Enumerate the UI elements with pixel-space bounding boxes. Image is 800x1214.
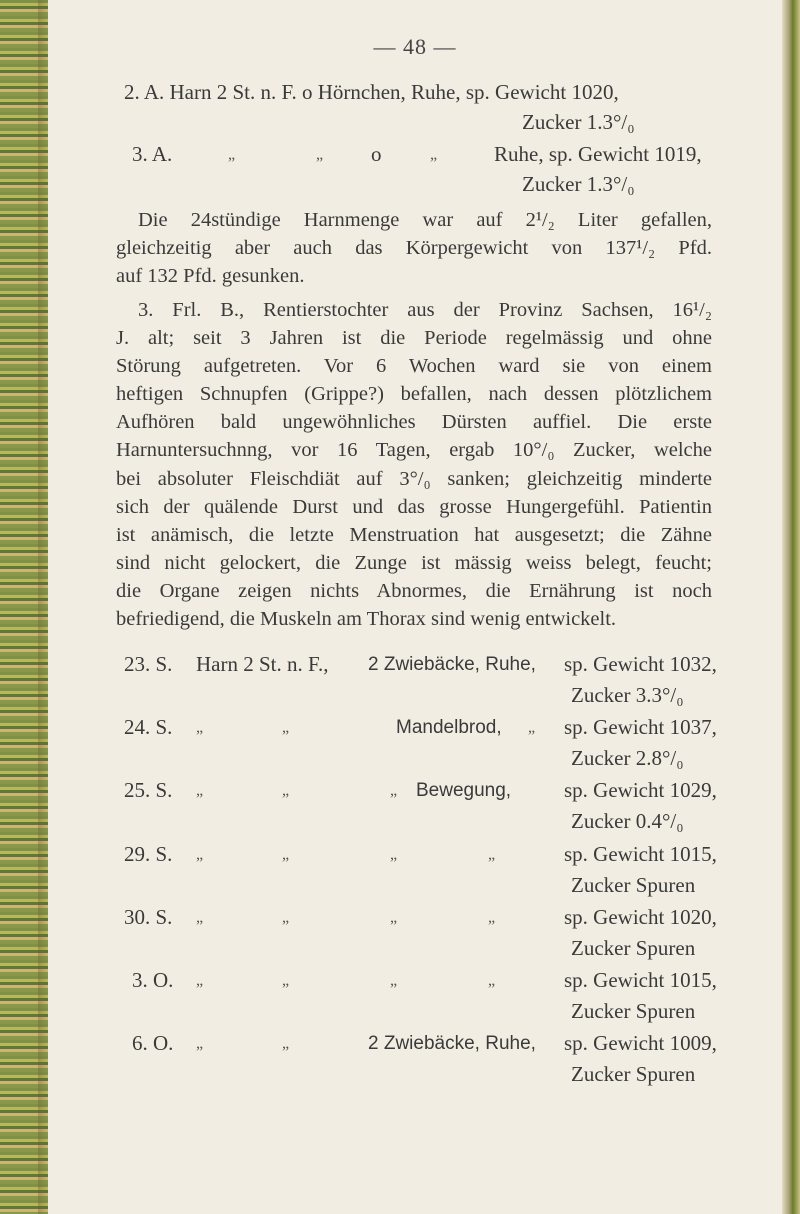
row-ditto: „: [196, 909, 204, 926]
text-line: gleichzeitig aber auch das Körpergewicht von 137¹/₂ Pfd.: [116, 237, 712, 260]
row-zucker: Zucker 2.8°/₀: [571, 746, 684, 770]
text-line: heftigen Schnupfen (Grippe?) befallen, nach dessen plötzlichem: [116, 383, 712, 406]
text-line: ist anämisch, die letzte Menstruation hat ausgesetzt; die Zähne: [116, 523, 712, 546]
entry-2A: 2. A. Harn 2 St. n. F. o Hörnchen, Ruhe, sp. Gewicht 1020,: [124, 80, 619, 104]
row-gewicht: sp. Gewicht 1015,: [564, 842, 717, 866]
entry-3A-ditto3: „: [430, 146, 438, 163]
text-line: die Organe zeigen nichts Abnormes, die Ernährung ist noch: [116, 579, 712, 602]
row-diet: Mandelbrod,: [396, 717, 502, 738]
row-gewicht: sp. Gewicht 1029,: [564, 778, 717, 802]
entry-2A-zucker: Zucker 1.3°/₀: [522, 110, 635, 134]
entry-3A-label: 3. A.: [132, 142, 173, 166]
row-zucker: Zucker Spuren: [571, 873, 696, 897]
paragraph-harnmenge: [116, 206, 712, 290]
row-harn: Harn 2 St. n. F.,: [196, 652, 329, 676]
row-gewicht: sp. Gewicht 1009,: [564, 1031, 717, 1055]
row-gewicht: sp. Gewicht 1037,: [564, 715, 717, 739]
row-ditto: „: [282, 972, 290, 989]
row-ditto: „: [196, 846, 204, 863]
binding-edge-right: [782, 0, 800, 1214]
text-line: J. alt; seit 3 Jahren ist die Periode regelmässig und ohne: [116, 327, 712, 350]
row-ditto: „: [282, 1035, 290, 1052]
row-activity: Bewegung,: [416, 780, 512, 801]
row-ditto: „: [390, 909, 398, 926]
row-gewicht: sp. Gewicht 1015,: [564, 968, 717, 992]
row-date: 23. S.: [124, 652, 173, 676]
row-ditto: „: [390, 782, 398, 799]
row-zucker: Zucker Spuren: [571, 936, 696, 960]
row-ditto: „: [390, 972, 398, 989]
row-zucker: Zucker 3.3°/₀: [571, 683, 684, 707]
page-number: — 48 —: [373, 34, 457, 59]
row-ditto: „: [282, 782, 290, 799]
row-ditto: „: [282, 909, 290, 926]
row-ditto: „: [488, 909, 496, 926]
row-ditto: „: [196, 782, 204, 799]
row-ditto: „: [282, 719, 290, 736]
row-zucker: Zucker 0.4°/₀: [571, 809, 684, 833]
row-ditto: „: [488, 972, 496, 989]
text-line: bei absoluter Fleischdiät auf 3°/₀ sanken; gleichzeitig minderte: [116, 467, 712, 490]
paragraph-case-3: [116, 296, 712, 633]
book-page: [48, 0, 782, 1214]
row-date: 29. S.: [124, 842, 173, 866]
text-line: auf 132 Pfd. gesunken.: [116, 265, 305, 288]
entry-3A-ditto2: „: [316, 146, 324, 163]
entry-3A-rest: Ruhe, sp. Gewicht 1019,: [494, 142, 702, 166]
row-ditto: „: [390, 846, 398, 863]
text-line: 3. Frl. B., Rentierstochter aus der Provinz Sachsen, 16¹/₂: [138, 299, 712, 321]
row-ditto: „: [196, 719, 204, 736]
text-line: Aufhören bald ungewöhnliches Dürsten auffiel. Die erste: [116, 411, 712, 434]
row-gewicht: sp. Gewicht 1032,: [564, 652, 717, 676]
row-ditto: „: [488, 846, 496, 863]
row-date: 24. S.: [124, 715, 173, 739]
text-line: sich der quälende Durst und das grosse Hungergefühl. Patientin: [116, 495, 712, 518]
row-date: 3. O.: [132, 968, 174, 992]
row-ditto: „: [528, 719, 536, 736]
text-line: sind nicht gelockert, die Zunge ist mässig weiss belegt, feucht;: [116, 551, 712, 574]
row-date: 30. S.: [124, 905, 173, 929]
row-diet: 2 Zwiebäcke, Ruhe,: [368, 654, 536, 675]
row-ditto: „: [282, 846, 290, 863]
row-gewicht: sp. Gewicht 1020,: [564, 905, 717, 929]
row-date: 6. O.: [132, 1031, 174, 1055]
row-zucker: Zucker Spuren: [571, 1062, 696, 1086]
text-line: Harnuntersuchnng, vor 16 Tagen, ergab 10°/₀ Zucker, welche: [116, 439, 712, 462]
text-line: Störung aufgetreten. Vor 6 Wochen ward sie von einem: [116, 355, 712, 378]
row-date: 25. S.: [124, 778, 173, 802]
binding-edge-left: [0, 0, 48, 1214]
entry-3A-ditto1: „: [228, 146, 236, 163]
row-ditto: „: [196, 1035, 204, 1052]
entry-3A-zero: o: [371, 142, 382, 166]
text-line: befriedigend, die Muskeln am Thorax sind wenig entwickelt.: [116, 608, 617, 631]
row-ditto: „: [196, 972, 204, 989]
row-zucker: Zucker Spuren: [571, 999, 696, 1023]
entry-3A-zucker: Zucker 1.3°/₀: [522, 172, 635, 196]
text-line: Die 24stündige Harnmenge war auf 2¹/₂ Liter gefallen,: [138, 209, 712, 231]
row-diet: 2 Zwiebäcke, Ruhe,: [368, 1033, 536, 1054]
